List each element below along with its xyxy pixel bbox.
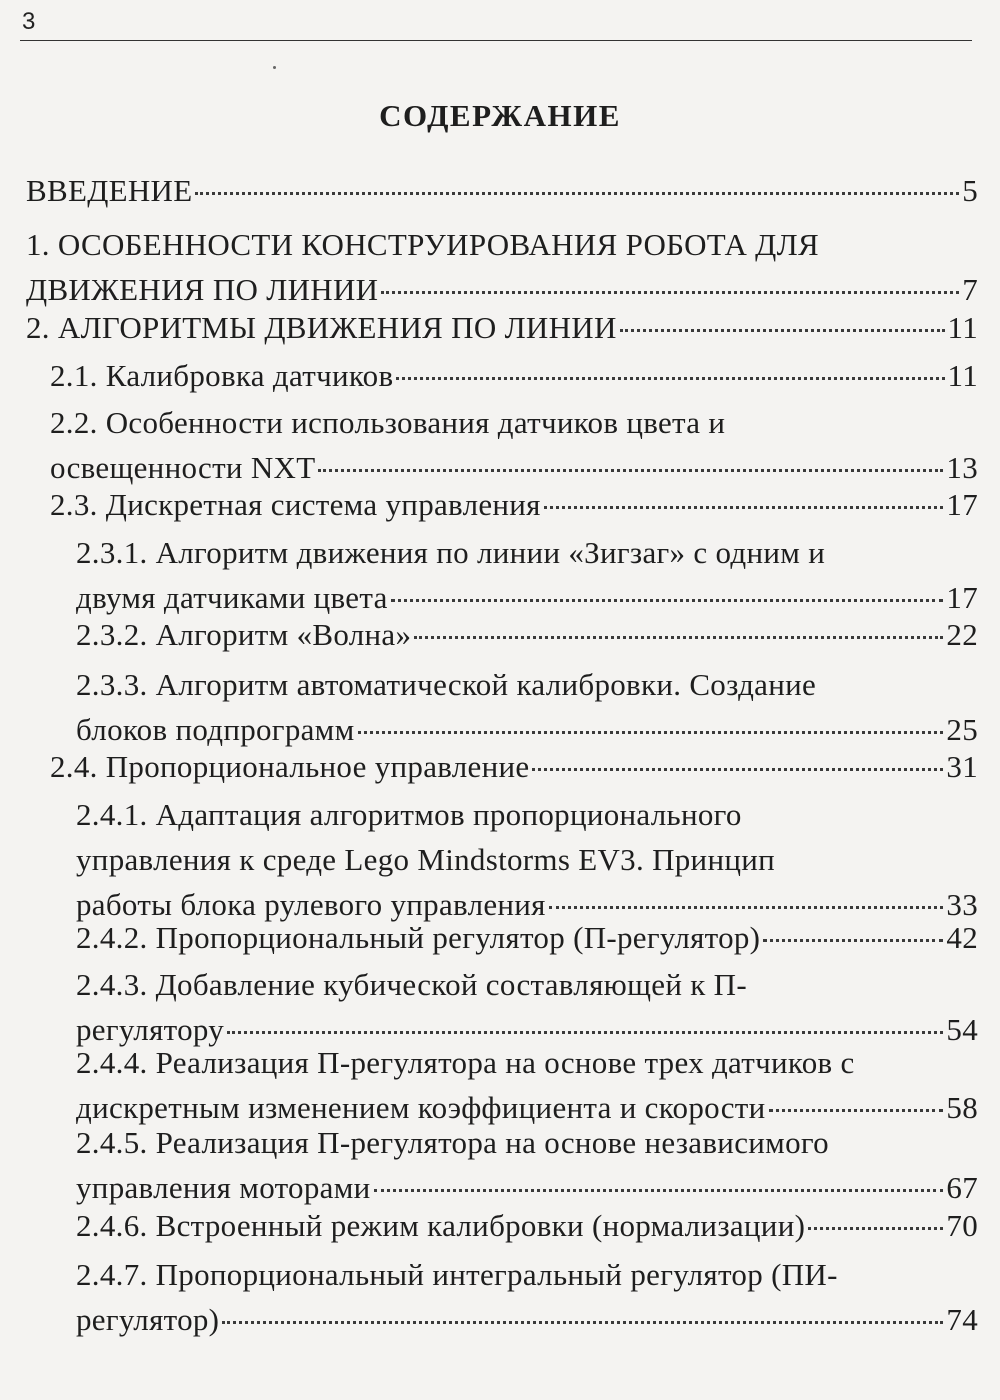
toc-entry-title: работы блока рулевого управления — [76, 887, 546, 922]
toc-entry-page: 70 — [946, 1208, 978, 1243]
toc-entry-title: 2.3.3. Алгоритм автоматической калибровки. Создание — [76, 667, 817, 702]
toc-entry-page: 54 — [946, 1012, 978, 1047]
toc-entry-page: 58 — [946, 1090, 978, 1125]
toc-entry-title: 2.1. Калибровка датчиков — [50, 358, 394, 393]
toc-entry-line — [76, 792, 978, 837]
toc-entry-title: управления моторами — [76, 1170, 371, 1205]
toc-entry-page: 13 — [946, 450, 978, 485]
toc-heading: СОДЕРЖАНИЕ — [379, 98, 621, 133]
dot-leader — [769, 1109, 944, 1112]
dot-leader — [318, 469, 943, 472]
dot-leader — [227, 1031, 943, 1034]
page-number: 3 — [22, 8, 36, 35]
toc-entry-last-line — [50, 744, 978, 789]
toc-entry — [76, 662, 978, 752]
toc-entry-page: 74 — [946, 1302, 978, 1337]
toc-entry — [76, 1252, 978, 1342]
toc-entry — [76, 1040, 978, 1130]
toc-entry-title: 2.3.1. Алгоритм движения по линии «Зигзаг» с одним и — [76, 535, 826, 570]
toc-entry-title: освещенности NXT — [50, 450, 316, 485]
toc-entry — [26, 305, 978, 350]
dot-leader — [414, 636, 943, 639]
toc-entry-title: ВВЕДЕНИЕ — [26, 173, 193, 208]
toc-entry — [76, 1203, 978, 1248]
toc-entry-page: 7 — [962, 272, 978, 307]
dot-leader — [222, 1321, 943, 1324]
toc-entry-page: 17 — [946, 580, 978, 615]
toc-entry — [50, 400, 978, 490]
toc-entry-page: 33 — [946, 887, 978, 922]
toc-entry-title: управления к среде Lego Mindstorms EV3. Принцип — [76, 842, 776, 877]
toc-entry-title: двумя датчиками цвета — [76, 580, 388, 615]
toc-entry — [50, 482, 978, 527]
toc-entry-last-line — [76, 1203, 978, 1248]
toc-entry-line — [76, 662, 978, 707]
toc-entry — [76, 530, 978, 620]
dot-leader — [391, 599, 944, 602]
toc-entry-page: 5 — [962, 173, 978, 208]
toc-entry-title: блоков подпрограмм — [76, 712, 355, 747]
toc-entry-page: 17 — [946, 487, 978, 522]
toc-entry-page: 42 — [946, 920, 978, 955]
toc-entry-page: 11 — [947, 310, 978, 345]
toc-entry-title: 1. ОСОБЕННОСТИ КОНСТРУИРОВАНИЯ РОБОТА ДЛЯ — [26, 227, 819, 262]
toc-entry-title: дискретным изменением коэффициента и скорости — [76, 1090, 766, 1125]
toc-entry-page: 11 — [947, 358, 978, 393]
dot-leader — [620, 329, 945, 332]
toc-entry-line — [26, 222, 978, 267]
toc-entry-last-line — [76, 1297, 978, 1342]
toc-entry-line — [76, 1040, 978, 1085]
toc-entry-title: 2.4.7. Пропорциональный интегральный регулятор (ПИ- — [76, 1257, 838, 1292]
toc-entry-last-line — [26, 168, 978, 213]
toc-entry-title: регулятору — [76, 1012, 225, 1047]
toc-entry-title: 2.4.1. Адаптация алгоритмов пропорционального — [76, 797, 742, 832]
toc-entry-title: 2.4.3. Добавление кубической составляющей к П- — [76, 967, 747, 1002]
toc-entry-title: 2.2. Особенности использования датчиков цвета и — [50, 405, 726, 440]
dot-leader — [381, 291, 959, 294]
toc-entry — [76, 915, 978, 960]
dot-leader — [763, 939, 943, 942]
toc-entry-page: 22 — [946, 617, 978, 652]
dot-leader — [358, 731, 944, 734]
dot-leader — [532, 768, 943, 771]
toc-entry-title: 2.4.4. Реализация П-регулятора на основе трех датчиков с — [76, 1045, 855, 1080]
toc-entry — [76, 1120, 978, 1210]
dot-leader — [544, 506, 944, 509]
toc-entry-line — [76, 837, 978, 882]
toc-entry-title: 2.4.5. Реализация П-регулятора на основе независимого — [76, 1125, 829, 1160]
toc-entry-title: 2.4. Пропорциональное управление — [50, 749, 530, 784]
toc-entry-title: 2.4.2. Пропорциональный регулятор (П-регулятор) — [76, 920, 761, 955]
toc-entry-line — [76, 1120, 978, 1165]
toc-entry-last-line — [26, 305, 978, 350]
dot-leader — [195, 192, 959, 195]
toc-entry — [26, 168, 978, 213]
toc-entry-title: 2.3. Дискретная система управления — [50, 487, 541, 522]
toc-entry-line — [76, 530, 978, 575]
toc-entry-line — [76, 962, 978, 1007]
toc-entry — [50, 744, 978, 789]
dot-leader — [374, 1189, 944, 1192]
toc-entry-line — [76, 1252, 978, 1297]
toc-entry — [50, 353, 978, 398]
toc-entry-last-line — [76, 612, 978, 657]
dot-leader — [396, 377, 944, 380]
toc-entry-title: регулятор) — [76, 1302, 220, 1337]
toc-entry-last-line — [50, 482, 978, 527]
toc-entry-page: 67 — [946, 1170, 978, 1205]
toc-entry — [26, 222, 978, 312]
toc-entry — [76, 962, 978, 1052]
toc-entry-title: ДВИЖЕНИЯ ПО ЛИНИИ — [26, 272, 379, 307]
toc-entry-title: 2. АЛГОРИТМЫ ДВИЖЕНИЯ ПО ЛИНИИ — [26, 310, 617, 345]
toc-entry — [76, 792, 978, 927]
toc-entry — [76, 612, 978, 657]
toc-entry-last-line — [76, 915, 978, 960]
toc-entry-title: 2.3.2. Алгоритм «Волна» — [76, 617, 412, 652]
toc-entry-line — [50, 400, 978, 445]
dot-leader — [549, 906, 944, 909]
toc-entry-title: 2.4.6. Встроенный режим калибровки (нормализации) — [76, 1208, 806, 1243]
toc-entry-page: 25 — [946, 712, 978, 747]
toc-entry-last-line — [50, 353, 978, 398]
dot-leader — [808, 1227, 943, 1230]
toc-entry-page: 31 — [946, 749, 978, 784]
